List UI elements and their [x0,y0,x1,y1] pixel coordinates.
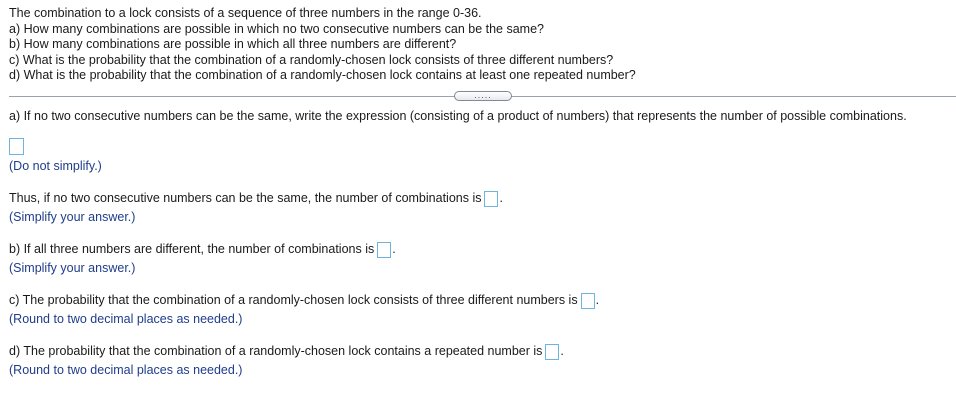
period: . [595,293,600,307]
question-line: c) What is the probability that the combination of a randomly-chosen lock consists of three different numbers? [9,52,614,67]
period: . [392,242,396,256]
section-divider [9,91,956,103]
period: . [499,191,503,205]
period: . [560,344,564,358]
question-line: a) How many combinations are possible in which no two consecutive numbers can be the same? [9,21,544,36]
part-d-prompt: d) The probability that the combination of a randomly-chosen lock contains a repeated number is [9,344,543,358]
part-a-result-input[interactable] [484,191,498,207]
part-d-input[interactable] [545,344,559,360]
divider-expand-handle[interactable]: ..... [454,91,512,101]
part-c-hint: (Round to two decimal places as needed.) [9,312,243,326]
part-b-prompt: b) If all three numbers are different, the number of combinations is [9,242,375,256]
question-line: b) How many combinations are possible in which all three numbers are different? [9,37,457,51]
part-c-input[interactable] [581,293,595,309]
part-d-hint: (Round to two decimal places as needed.) [9,363,243,377]
part-b-row [9,241,396,258]
part-a-expression-input[interactable] [9,138,24,155]
part-a-expression-hint: (Do not simplify.) [9,159,102,173]
part-b-input[interactable] [377,242,391,258]
part-d-row [9,343,564,360]
part-b-hint: (Simplify your answer.) [9,261,136,275]
question-line: The combination to a lock consists of a sequence of three numbers in the range 0-36. [9,6,482,20]
part-c-row [9,292,599,309]
part-c-prompt: c) The probability that the combination of a randomly-chosen lock consists of three different numbers is [9,293,578,307]
question-line: d) What is the probability that the combination of a randomly-chosen lock contains at least one repeated number? [9,68,636,82]
part-a-result-hint: (Simplify your answer.) [9,210,136,224]
part-a-result-text: Thus, if no two consecutive numbers can be the same, the number of combinations is [9,191,482,205]
question-text [9,6,636,84]
part-a-result-row [9,190,503,207]
part-a-prompt: a) If no two consecutive numbers can be the same, write the expression (consisting of a product of numbers) that represents the number of possible combinations. [9,109,907,123]
